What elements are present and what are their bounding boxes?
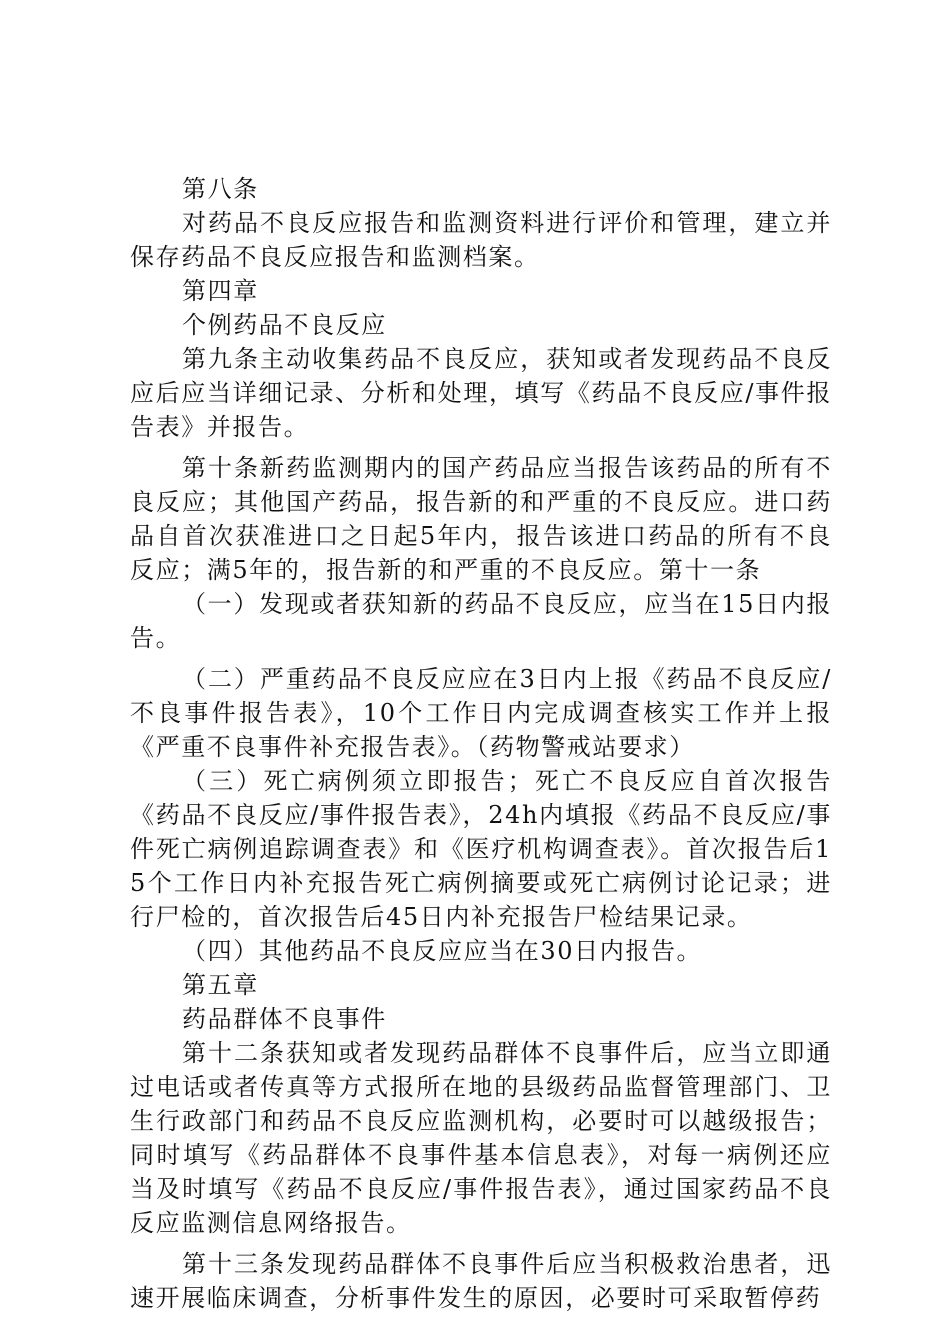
chapter-4-title: 个例药品不良反应 <box>182 311 387 339</box>
chapter-5-title: 药品群体不良事件 <box>182 1005 387 1033</box>
article-11-item-1: （一）发现或者获知新的药品不良反应，应当在15日内报告。 <box>130 590 832 652</box>
article-11-item-2: （二）严重药品不良反应应在3日内上报《药品不良反应/不良事件报告表》，10个工作日内完成调查核实工作并上报《严重不良事件补充报告表》。（药物警戒站要求） <box>130 665 832 761</box>
article-8-text: 对药品不良反应报告和监测资料进行评价和管理，建立并保存药品不良反应报告和监测档案。 <box>130 209 832 271</box>
article-11-item-3: （三）死亡病例须立即报告；死亡不良反应自首次报告《药品不良反应/事件报告表》，24h内填报《药品不良反应/事件死亡病例追踪调查表》和《医疗机构调查表》。首次报告后15个工作日内补充报告死亡病例摘要或死亡病例讨论记录；进行尸检的，首次报告后45日内补充报告尸检结果记录。 <box>130 767 832 931</box>
article-13-text: 第十三条发现药品群体不良事件后应当积极救治患者，迅速开展临床调查，分析事件发生的原因，必要时可采取暂停药 <box>130 1250 832 1312</box>
article-8-heading: 第八条 <box>182 175 259 203</box>
chapter-4-heading: 第四章 <box>182 277 259 305</box>
article-11-item-4: （四）其他药品不良反应应当在30日内报告。 <box>182 937 703 965</box>
document-body <box>130 172 832 1315</box>
article-9-text: 第九条主动收集药品不良反应，获知或者发现药品不良反应后应当详细记录、分析和处理，填写《药品不良反应/事件报告表》并报告。 <box>130 345 832 441</box>
article-12-text: 第十二条获知或者发现药品群体不良事件后，应当立即通过电话或者传真等方式报所在地的县级药品监督管理部门、卫生行政部门和药品不良反应监测机构，必要时可以越级报告；同时填写《药品群体不良事件基本信息表》，对每一病例还应当及时填写《药品不良反应/事件报告表》，通过国家药品不良反应监测信息网络报告。 <box>130 1039 832 1237</box>
chapter-5-heading: 第五章 <box>182 971 259 999</box>
article-10-text: 第十条新药监测期内的国产药品应当报告该药品的所有不良反应；其他国产药品，报告新的和严重的不良反应。进口药品自首次获准进口之日起5年内，报告该进口药品的所有不良反应；满5年的，报告新的和严重的不良反应。第十一条 <box>130 454 832 584</box>
